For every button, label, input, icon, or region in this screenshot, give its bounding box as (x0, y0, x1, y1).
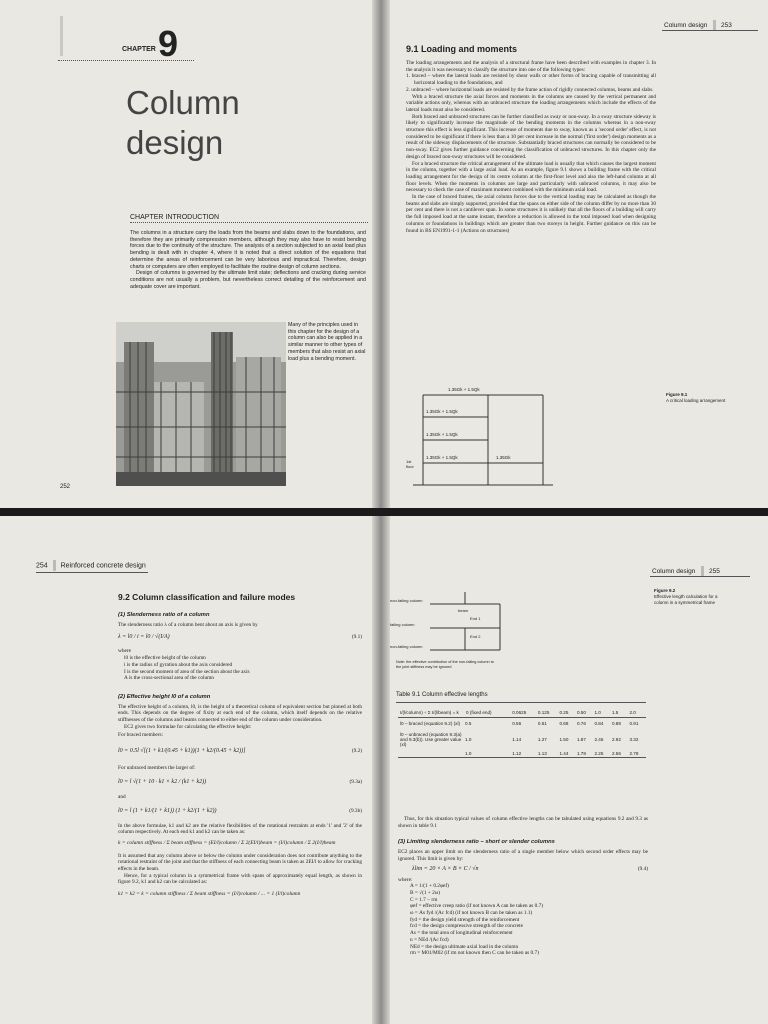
table-cell: 0.76 (576, 721, 586, 726)
table-cell: 1.0 (465, 751, 472, 756)
table-cell: 1.44 (559, 751, 569, 756)
unbraced-label: For unbraced members the larger of: (118, 765, 196, 772)
definitions (398, 883, 648, 957)
table-header-cell: 1.0 (594, 710, 601, 715)
sub2-text-2: EC2 gives two formulae for calculating the effective height: (124, 723, 252, 730)
def-line: C = 1.7 − rm (410, 896, 438, 903)
def-line: rm = M01/M02 (if rm not known then C can be taken as 0.7) (410, 950, 539, 957)
equation-9-2-text: l0 = 0.5l √[(1 + k1/(0.45 + k1))(1 + k2/(0.45 + k2))] (118, 748, 246, 755)
table-header-cell: 1.5 (611, 710, 619, 715)
chapter-title-line2: design (126, 124, 224, 161)
figure-caption: A critical loading arrangement (666, 398, 726, 403)
table-header-cell: I/(l/column) ÷ Σ I/(l/beam) = k (400, 710, 459, 715)
def-line: As = the total area of longitudinal reinforcement (410, 930, 513, 937)
table-cell: 1.14 (512, 737, 522, 742)
page-number: 252 (60, 484, 71, 490)
running-head-title: Reinforced concrete design (60, 562, 146, 570)
table-row (398, 729, 646, 750)
bottom-spread (0, 516, 768, 1024)
equation-9-3a-text: l0 = l √(1 + 10 · k1 × k2 / (k1 + k2)) (118, 778, 207, 785)
figure-caption: Effective length calculation for a column in a symmetrical frame (654, 594, 718, 605)
effective-length-table (398, 708, 646, 758)
diagram-label-end-2: End 2 (470, 634, 481, 639)
frame-label-1-left: 1.35Gk + 1.5Qk (426, 455, 458, 460)
table-cell: 2.78 (629, 751, 639, 756)
table-cell: l0 – unbraced (equation 9.3(a) and 9.3(b)). Use greater value (xl) (400, 732, 462, 747)
figure-label: Figure 9.1 (666, 392, 688, 397)
running-head-title: Column design (664, 22, 708, 30)
table-cell: 2.92 (611, 737, 621, 742)
list-item-1: 1. braced – where the lateral loads are resisted by shear walls or other forms of bracing capable of transmitting all horizontal loading to the foundations, and (406, 73, 656, 87)
table-cell: 1.87 (576, 737, 586, 742)
margin-tab (60, 16, 63, 56)
def-1: l0 is the effective height of the column (124, 655, 206, 662)
table-cell: 2.25 (594, 751, 604, 756)
equation-9-1-text: λ = l0 / i = l0 / √(I/A) (118, 634, 170, 641)
table-header-cell: 0.50 (576, 710, 586, 715)
diagram-label-beam: beam (458, 608, 469, 613)
braced-label: For braced members: (118, 732, 164, 739)
equation-9-2-number: (9.2) (351, 748, 362, 755)
frame-label-roof: 1.35Gk + 1.5Qk (448, 387, 480, 392)
table-cell: 0.68 (559, 721, 569, 726)
table-cell: 0.5 (465, 721, 472, 726)
intro-para-2: Design of columns is governed by the ultimate limit state; deflections and cracking during service conditions are not usually a problem, but nevertheless correct detailing of the reinforcement and adequate cover are important. (130, 270, 366, 290)
table-cell: 2.45 (594, 737, 604, 742)
table-cell (398, 750, 464, 758)
frame-figure (408, 385, 558, 495)
where-label: where: (398, 876, 413, 883)
joint-diagram (390, 586, 530, 676)
sub3-text: EC2 places an upper limit on the slenderness ratio of a single member below which second order effects may be ignored. This limit is given by: (398, 849, 648, 862)
equation-9-3a-number: (9.3a) (349, 778, 362, 785)
figure-label: Figure 9.2 (654, 588, 676, 593)
floor-label: 1st floor (406, 459, 414, 469)
equation-9-3b-number: (9.3b) (349, 807, 362, 814)
section-body (406, 60, 656, 234)
section-heading: 9.1 Loading and moments (406, 44, 518, 54)
def-line: fcd = the design compressive strength of the concrete (410, 923, 524, 930)
table-header-cell: 2.0 (629, 710, 636, 715)
table-cell: 1.50 (559, 737, 569, 742)
table-cell: 1.0 (465, 737, 472, 742)
intro-text (130, 230, 366, 290)
page-255 (390, 516, 768, 1024)
equation-9-3b-text: l0 = l (1 + k1/(1 + k1)) (1 + k2/(1 + k2)) (118, 807, 217, 814)
frame-label-1-right: 1.35Gk (496, 455, 511, 460)
frame-label-2: 1.35Gk + 1.5Qk (426, 432, 458, 437)
equation-9-4 (398, 863, 648, 877)
running-head-title: Column design (652, 568, 696, 576)
table-cell: 2.56 (611, 751, 621, 756)
table-cell: 1.13 (537, 751, 547, 756)
def-3: I is the second moment of area of the section about the axis (124, 668, 250, 675)
intro-para-3: Many of the principles used in this chapter for the design of a column can also be applied in a similar manner to other types of members that also resist an axial load plus a bending moment. (288, 322, 366, 362)
text-3: In the above formulae, k1 and k2 are the relative flexibilities of the rotational restraints at ends '1' and '2' of the column respectively. At each end k1 and k2 can be taken as: (118, 822, 362, 836)
chapter-number: 9 (158, 23, 179, 64)
definitions (118, 655, 362, 682)
def-line: NEd = the design ultimate axial load in the column (410, 943, 519, 950)
table-cell: 0.91 (629, 721, 639, 726)
table-title: Table 9.1 Column effective lengths (396, 692, 488, 698)
para-3: Both braced and unbraced structures can be further classified as sway or non-sway. In a sway structure sideway is likely to significantly increase the magnitude of the bending moments in the columns whereas in a non-sway structure this effect is less significant. This increase of moments due to sway, known as a 'second order' effect, is not considered to be significant if there is less than a 10 per cent increase in the normal ('first order') design moments as a result of the sideway displacements of the structure. Substantially braced structures can normally be considered to be non-sway. EC2 gives further guidance concerning the classification of unbraced structures. In this chapter only the design of braced non-sway structures will be considered. (406, 113, 656, 160)
para-2: With a braced structure the axial forces and moments in the columns are caused by the vertical permanent and variable actions only, whereas with an unbraced structure the loading arrangements which include the effects of the lateral loads must also be considered. (406, 93, 656, 113)
running-head-page-number: 253 (720, 22, 732, 30)
table-header-cell: 0 (fixed end) (466, 710, 492, 715)
frame-label-3: 1.35Gk + 1.5Qk (426, 409, 458, 414)
header-rule (36, 572, 148, 573)
subheading-2: (2) Effective height l0 of a column (118, 693, 211, 700)
text-5: Hence, for a typical column in a symmetrical frame with spans of approximately equal length, as shown in figure 9.2, k1 and k2 can be calculated as: (118, 872, 362, 886)
header-rule (650, 576, 750, 577)
diagram-label-top-column: non-failing column (390, 598, 423, 603)
section-heading: 9.2 Column classification and failure modes (118, 592, 296, 602)
def-line: A = 1/(1 + 0.2φef) (410, 883, 449, 890)
table-cell: 0.61 (537, 721, 547, 726)
book-gutter (372, 516, 390, 1024)
para-5: In the case of braced frames, the axial column forces due to the vertical loading may be calculated as though the beams and slabs are simply supported, provided that the spans on either side of the column differ by no more than 30 per cent and there is not a cantilever span. In some structures it is unlikely that all the floors of a building will carry the full imposed load at the same instant, therefore a reduction is allowed in the total imposed load when designing columns or foundations in buildings which are greater than two storeys in height. Further guidance on this can be found in BS EN1991-1-1 (Actions on structures) (406, 194, 656, 234)
table-header-cell: 0.0625 (512, 710, 527, 715)
para-4: For a braced structure the critical arrangement of the ultimate load is usually that which causes the largest moment in the column, together with a large axial load. As an example, figure 9.1 shows a building frame with the critical loading arrangement for the design of its centre column at the first-floor level and also the left-hand column at all floor levels. When the moments in columns are large and particularly with unbraced columns, it may also be necessary to check the case of maximum moment combined with the minimum axial load. (406, 160, 656, 194)
table-cell: 0.84 (594, 721, 604, 726)
text-1: Thus, for this situation typical values of column effective lengths can be tabulated using equations 9.2 and 9.3 as shown in table 9.1 (398, 816, 648, 829)
where-label: where (118, 648, 131, 655)
subheading-3: (3) Limiting slenderness ratio – short or slender columns (398, 839, 555, 846)
diagram-note: Note: the effective contribution of the non-failing column to the joint stiffness may be ignored (396, 660, 494, 669)
chapter-rule (58, 60, 194, 61)
section-body (118, 612, 362, 898)
equation-k1-k2: k1 = k2 = k = column stiffness / Σ beam stiffness = (I/l)column / ... = 1 (I/l)column (118, 891, 301, 898)
equation-9-3a (118, 772, 362, 794)
equation-9-4-text: λlim = 20 × A × B × C / √n (412, 865, 479, 872)
table-cell: 1.78 (576, 751, 586, 756)
equation-9-2 (118, 739, 362, 765)
equation-9-4-number: (9.4) (637, 865, 648, 872)
text-4: It is assumed that any column above or below the column under consideration does not contribute anything to the rotational restraint of the joint and that the stiffness of each connecting beam is taken as 2EI/l to allow for cracking effects in the beam. (118, 852, 362, 873)
table-header-row (398, 708, 646, 718)
equation-9-1-number: (9.1) (351, 634, 362, 641)
equation-9-3b (118, 801, 362, 823)
page-253 (390, 0, 768, 508)
header-rule (662, 30, 758, 31)
def-line: fyd = the design yield strength of the reinforcement (410, 916, 520, 923)
sub1-text: The slenderness ratio λ of a column bent about an axis is given by (118, 621, 258, 628)
def-line: φef = effective creep ratio (if not known A can be taken as 0.7) (410, 903, 544, 910)
list-item-2: 2. unbraced – where horizontal loads are resisted by the frame action of rigidly connected columns, beams and slabs. (406, 86, 654, 93)
section-body (398, 816, 648, 957)
book-gutter (372, 0, 390, 508)
table-cell: 1.12 (512, 751, 522, 756)
table-cell: l0 – braced (equation 9.2) (xl) (400, 721, 461, 726)
table-header-cell: 0.125 (537, 710, 550, 715)
intro-heading: CHAPTER INTRODUCTION (130, 214, 368, 223)
sub2-text: The effective height of a column, l0, is the height of a theoretical column of equivalent section but pinned at both ends. This depends on the degree of fixity at each end of the column, which itself depends on the relative stiffnesses of the columns and beams connected to either end of the column under consideration. (118, 703, 362, 724)
def-line: ω = As fyd /(Ac fcd) (if not known B can be taken as 1.1) (410, 910, 533, 917)
table-cell: 0.88 (611, 721, 621, 726)
running-head-page-number: 254 (36, 562, 48, 570)
subheading-1: (1) Slenderness ratio of a column (118, 612, 210, 618)
def-line: B = √(1 + 2ω) (410, 889, 441, 896)
table-cell: 0.56 (512, 721, 522, 726)
chapter-label: CHAPTER (122, 46, 156, 53)
header-bar (53, 560, 56, 571)
page-254 (0, 516, 374, 1024)
intro-para-1: The columns in a structure carry the loads from the beams and slabs down to the foundations, and therefore they are primarily compression members, although they may also have to resist bending forces due to the continuity of the structure. The analysis of a section subjected to an axial load plus bending is dealt with in chapter 4, where it is noted that a direct solution of the equations that determine the areas of reinforcement can be very laborious and impractical. Therefore, design charts or computers are often employed to facilitate the routine design of column sections. (130, 230, 366, 270)
table-cell: 3.32 (629, 737, 639, 742)
page-252 (0, 0, 374, 508)
chapter-title-line1: Column (126, 84, 240, 121)
def-line: n = NEd /(Ac fcd) (410, 936, 449, 943)
and-label: and (118, 793, 126, 800)
running-head (36, 560, 146, 571)
def-4: A is the cross-sectional area of the column (124, 675, 214, 682)
top-spread (0, 0, 768, 508)
table-row (398, 718, 646, 730)
construction-photo (116, 322, 286, 486)
equation-k: k = column stiffness / Σ beam stiffness = (EI/l)column / Σ 2(EI/l)beam = (I/l)column / Σ 2(I/l)beam (118, 839, 336, 846)
table-header-cell: 0.25 (559, 710, 569, 715)
equation-9-1 (118, 628, 362, 648)
diagram-label-failing: failing column (390, 622, 415, 627)
para-1: The loading arrangements and the analysis of a structural frame have been described with examples in chapter 3. In the analysis it was necessary to classify the structure into one of the following types: (406, 60, 656, 73)
table-cell: 1.27 (537, 737, 547, 742)
frame-diagram (408, 385, 558, 495)
def-2: i is the radius of gyration about the axis considered (124, 661, 233, 668)
table-rule (396, 702, 646, 703)
running-head-page-number: 255 (708, 568, 720, 576)
diagram-label-bottom-column: non-failing column (390, 644, 423, 649)
diagram-label-end-1: End 1 (470, 616, 481, 621)
table-row (398, 750, 646, 758)
